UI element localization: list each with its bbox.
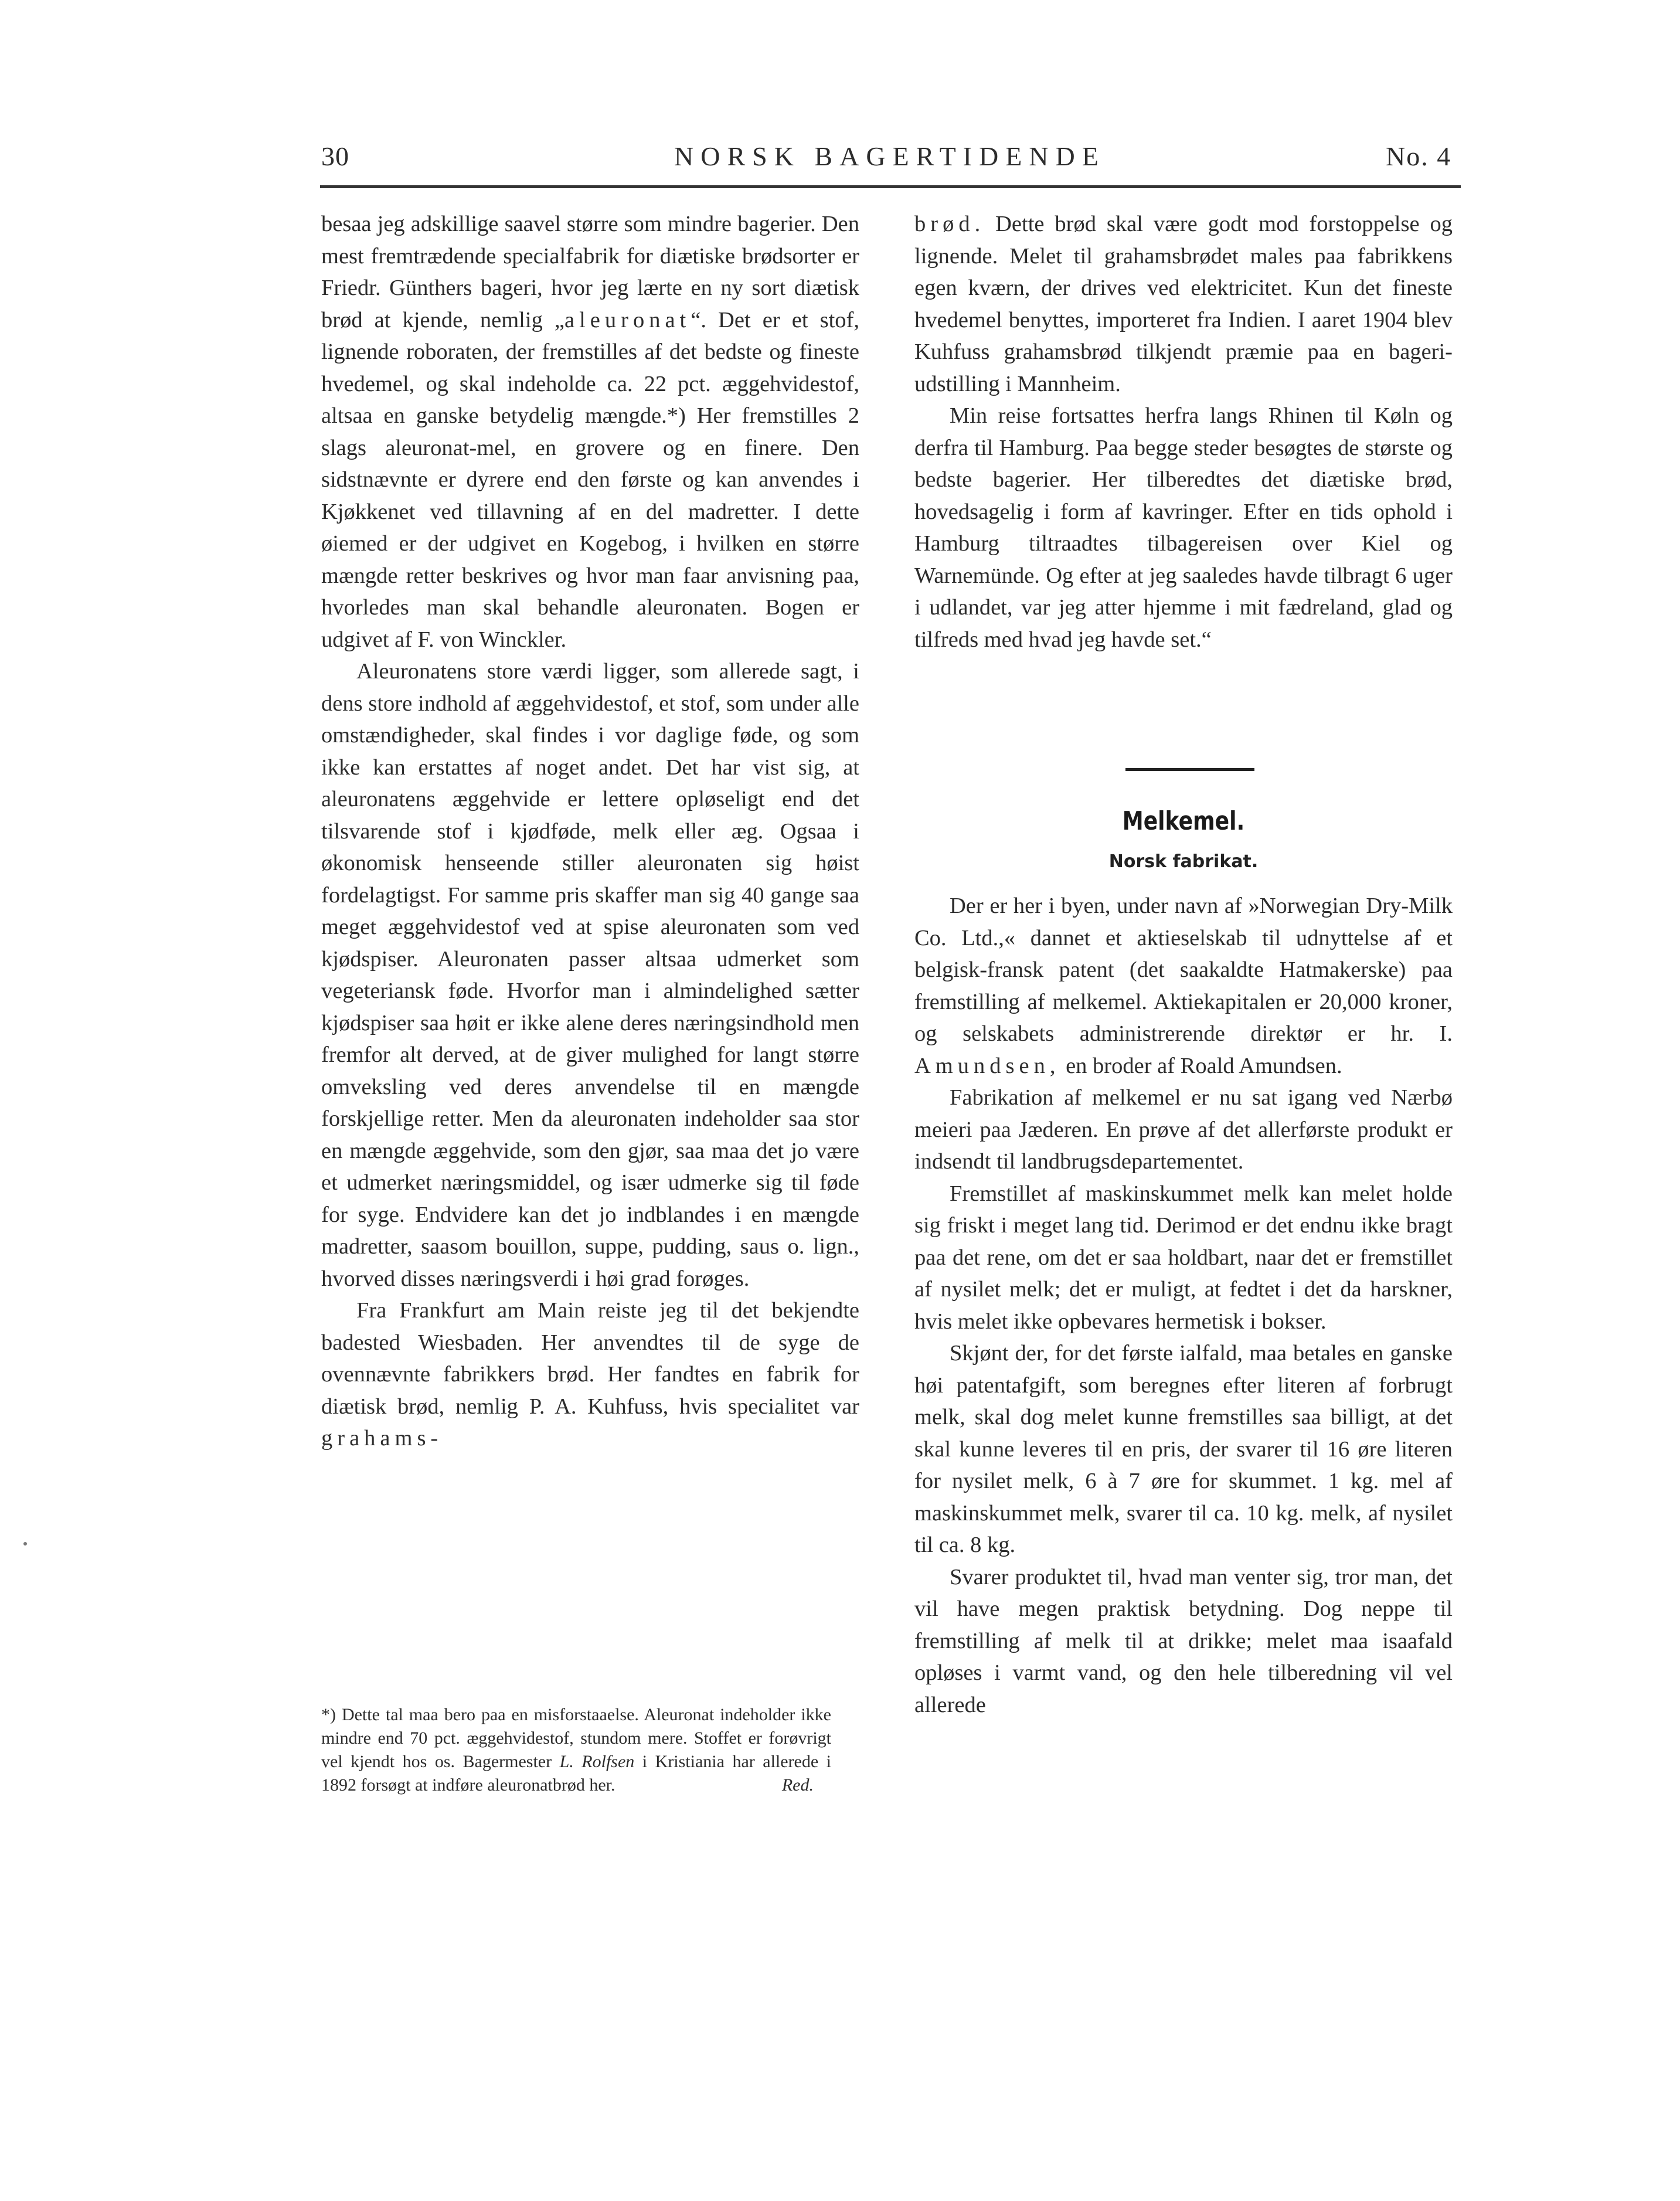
article-p1-spaced: Amundsen, bbox=[914, 1053, 1060, 1078]
article-paragraph-1 bbox=[914, 890, 1453, 1082]
footnote-name: L. Rolfsen bbox=[559, 1752, 635, 1771]
footnote-text-2: i Kristiania har allerede i 1892 forsøgt at indføre aleuronatbrød her. bbox=[321, 1752, 832, 1795]
journal-title: NORSK BAGERTIDENDE bbox=[674, 141, 1106, 171]
article-subtitle: Norsk fabrikat. bbox=[1108, 851, 1259, 872]
article-paragraph-5: Svarer produktet til, hvad man venter sig, tror man, det vil have megen praktisk betydning. Dog neppe til fremstilling af melk til at drikke; melet maa isaafald opløses i varmt vand, og den hele tilberedning vil vel allerede bbox=[914, 1564, 1453, 1717]
article-title: Melkemel. bbox=[1122, 806, 1245, 836]
stray-mark bbox=[23, 1542, 27, 1546]
right-p1-text: Dette brød skal være godt mod forstoppelse og lignende. Melet til grahamsbrødet males paa fabrikkens egen kværn, der drives ved elektricitet. Kun det fineste hvedemel benyttes, importeret fra Indien. I aaret 1904 blev Kuhfuss grahamsbrød tilkjendt præmie paa en bageri-udstilling i Mannheim. bbox=[914, 212, 1453, 396]
footnote-signature: Red. bbox=[781, 1775, 814, 1795]
article-p1-text: Der er her i byen, under navn af »Norwegian Dry-Milk Co. Ltd.,« dannet et aktieselskab til udnyttelse af et belgisk-fransk patent (det saakaldte Hatmakerske) paa fremstilling af melkemel. Aktiekapitalen er 20,000 kroner, og selskabets administrerende direktør er hr. I. bbox=[914, 894, 1453, 1046]
article-paragraph-3: Fremstillet af maskinskummet melk kan melet holde sig friskt i meget lang tid. Derimod er det endnu ikke bragt paa det rene, om det er saa holdbart, naar det er fremstillet af nysilet melk; det er muligt, at fedtet i det da harskner, hvis melet ikke opbevares hermetisk i bokser. bbox=[914, 1181, 1453, 1334]
page-number: 30 bbox=[321, 141, 349, 171]
section-divider bbox=[1125, 768, 1254, 771]
left-paragraph-3 bbox=[321, 1295, 859, 1455]
left-p3-text: Fra Frankfurt am Main reiste jeg til det bekjendte badested Wiesbaden. Her anvendtes til de syge de ovennævnte fabrikkers brød. Her fandtes en fabrik for diætisk brød, nemlig P. A. Kuhfuss, hvis specialitet var bbox=[321, 1298, 859, 1419]
header-rule bbox=[320, 185, 1461, 188]
left-p1-text: besaa jeg adskillige saavel større som mindre bagerier. Den mest fremtrædende specialfabrik for diætiske brødsorter er Friedr. Günthers bageri, hvor jeg lærte en ny sort diætisk brød at kjende, nemlig „ bbox=[321, 212, 859, 332]
right-column bbox=[914, 208, 1453, 655]
issue-number: No. 4 bbox=[1386, 141, 1452, 171]
left-p1-spaced: aleuronat bbox=[564, 307, 691, 332]
article-paragraph-2: Fabrikation af melkemel er nu sat igang ved Nærbø meieri paa Jæderen. En prøve af det allerførste produkt er indsendt til landbrugsdepartementet. bbox=[914, 1085, 1453, 1174]
left-p3-spaced: grahams- bbox=[321, 1426, 443, 1451]
right-paragraph-1 bbox=[914, 208, 1453, 400]
footnote bbox=[321, 1703, 831, 1797]
article-paragraph-4: Skjønt der, for det første ialfald, maa betales en ganske høi patentafgift, som beregnes efter literen af forbrugt melk, skal dog melet kunne fremstilles saa billigt, at det skal kunne leveres til en pris, der svarer til 16 øre literen for nysilet melk, 6 à 7 øre for skummet. 1 kg. mel af maskinskummet melk, svarer til ca. 10 kg. melk, af nysilet til ca. 8 kg. bbox=[914, 1341, 1453, 1557]
left-column bbox=[321, 208, 859, 1455]
article-body bbox=[914, 890, 1453, 1721]
left-p1-end: “. Det er et stof, lignende roboraten, der fremstilles af det bedste og fineste hvedemel, og skal indeholde ca. 22 pct. æggehvidestof, altsaa en ganske betydelig mængde.*) Her fremstilles 2 slags aleuronat-mel, en grovere og en finere. Den sidstnævnte er dyrere end den første og kan anvendes i Kjøkkenet ved tillavning af en del madretter. I dette øiemed er der udgivet en Kogebog, i hvilken en større mængde retter beskrives og hvor man faar anvisning paa, hvorledes man skal behandle aleuronaten. Bogen er udgivet af F. von Winckler. bbox=[321, 307, 860, 652]
left-paragraph-1 bbox=[321, 208, 859, 655]
right-paragraph-2: Min reise fortsattes herfra langs Rhinen til Køln og derfra til Hamburg. Paa begge steder besøgtes de største og bedste bagerier. Her tilberedtes det diætiske brød, hovedsagelig i form af kavringer. Efter en tids ophold i Hamburg tiltraadtes tilbagereisen over Kiel og Warnemünde. Og efter at jeg saaledes havde tilbragt 6 uger i udlandet, var jeg atter hjemme i mit fædreland, glad og tilfreds med hvad jeg havde set.“ bbox=[914, 403, 1453, 652]
left-paragraph-2: Aleuronatens store værdi ligger, som allerede sagt, i dens store indhold af æggehvidestof, et stof, som under alle omstændigheder, skal findes i vor daglige føde, og som ikke kan erstattes af noget andet. Det har vist sig, at aleuronatens æggehvide er lettere opløseligt end det tilsvarende stof i kjødføde, melk eller æg. Ogsaa i økonomisk henseende stiller aleuronaten sig høist fordelagtigst. For samme pris skaffer man sig 40 gange saa meget æggehvidestof ved at spise aleuronaten som ved kjødspiser. Aleuronaten passer altsaa udmerket som vegeteriansk føde. Hvorfor man i almindelighed sætter kjødspiser saa høit er ikke alene deres næringsindhold men fremfor alt derved, at de giver mulighed for langt større omveksling ved deres anvendelse til en mængde forskjellige retter. Men da aleuronaten indeholder saa stor en mængde æggehvide, som den gjør, saa maa det jo være et udmerket næringsmiddel, og især udmerke sig til føde for syge. Endvidere kan det jo indblandes i en mængde madretter, saasom bouillon, suppe, pudding, saus o. lign., hvorved disses næringsverdi i høi grad forøges. bbox=[321, 659, 859, 1291]
right-p1-spaced: brød. bbox=[914, 212, 985, 236]
footnote-text: *) Dette tal maa bero paa en misforstaaelse. Aleuronat indeholder ikke mindre end 70 pct. æggehvidestof, stundom mere. Stoffet er forøvrigt vel kjendt hos os. Bagermester bbox=[321, 1705, 831, 1771]
article-p1-end: en broder af Roald Amundsen. bbox=[1060, 1053, 1342, 1078]
